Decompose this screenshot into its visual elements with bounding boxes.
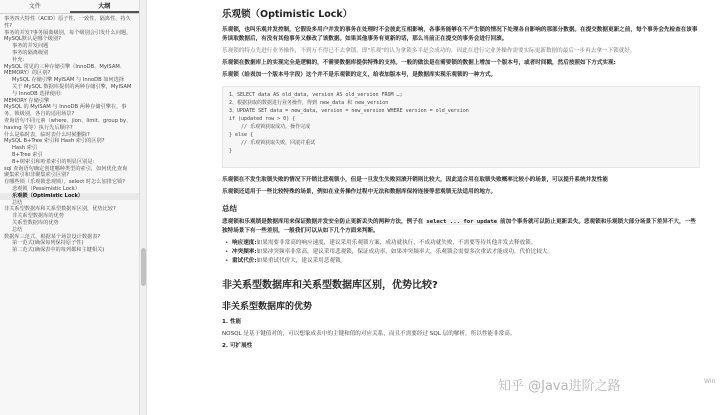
list-item — [232, 257, 700, 266]
outline-item-label: 事务四大特性（ACID）原子性、一致性、隔离性、持久性? — [4, 16, 131, 29]
outline-list — [0, 14, 139, 254]
bullet-text: 如果重试代价大，建议采用悲观锁。 — [256, 258, 347, 264]
scrollbar-thumb[interactable] — [141, 248, 146, 286]
outline-item-label: MySQL B+Tree 索引和 Hash 索引的区别? — [4, 138, 105, 145]
outline-item[interactable] — [0, 50, 139, 57]
list-item — [232, 248, 700, 257]
outline-item[interactable] — [0, 16, 139, 30]
outline-item[interactable] — [0, 220, 139, 227]
paragraph-overhead: 乐观锁在不发生取锁失败的情况下开销比悲观锁小，但是一旦发生失败回滚开销则比较大，因此适合用在取锁失败概率比较小的场景，可以提升系统并发性能 — [222, 177, 608, 183]
outline-item-label: 第一范式(确保每列保持原子性) — [12, 240, 84, 247]
outline-item-label: B+Tree 索引 — [12, 151, 43, 158]
heading-performance: 1. 性能 — [222, 319, 242, 325]
paragraph-definition: 乐观锁，也叫乐观并发控制，它假设多用户并发的事务在处理时不会彼此互相影响，各事务能够在不产生锁的情况下处理各自影响的那部分数据。在提交数据更新之前，每个事务会先检查在该事务读取数据后，有没有其他事务又修改了该数据。如果其他事务有更新的话，那么当前正在提交的事务会进行回滚。 — [222, 27, 698, 42]
outline-item[interactable] — [0, 30, 139, 44]
outline-item-label: 数据库三范式，根据某个场景设计数据表? — [4, 233, 101, 240]
outline-item-label: 事务的并发问题 — [12, 43, 49, 50]
tab-outline[interactable]: 大纲 — [70, 0, 140, 13]
outline-item[interactable] — [0, 213, 139, 220]
outline-item-label: 事务的隔离级别 — [12, 49, 49, 56]
paragraph-version-field: 乐观锁（给表加一个版本号字段）这个并不是乐观锁的定义，给表加版本号，是数据库实现乐观锁的一种方式。 — [222, 72, 497, 78]
heading-scalability: 2. 可扩展性 — [222, 343, 253, 349]
heading-nosql-vs-sql: 非关系型数据库和关系型数据库区别，优势比较? — [222, 280, 438, 291]
bullet-term: 冲突频率: — [232, 249, 257, 255]
outline-item[interactable] — [0, 104, 139, 118]
paragraph-special-cases: 乐观锁还适用于一些比较特殊的场景，例如在业务操作过程中无法和数据库保持连接等悲观锁无法适用的地方。 — [222, 189, 497, 195]
outline-item-label: MySQL 的 MyISAM 与 InnoDB 两种存储引擎在，事务、锁级别，各自的适用场景? — [4, 104, 127, 118]
outline-item-label: 非关系型数据库和关系型数据库区别，优势比较? — [4, 206, 116, 213]
outline-item-label: 关于 MySQL 数据库提供的两种存储引擎，MyISAM 与 InnoDB 选择使用: — [12, 83, 132, 97]
bullet-term: 响应速度: — [232, 240, 257, 246]
bullet-text: 如果冲突频率非常高，建议采用悲观锁，保证成功率，如果冲突频率大，乐观锁会需要多次重试才能成功，代价比较大。 — [256, 249, 554, 255]
outline-item[interactable] — [0, 43, 139, 50]
outline-item[interactable] — [0, 145, 139, 152]
outline-item[interactable] — [0, 84, 139, 98]
outline-item-label: 聚集索引和非聚集索引区别? — [4, 172, 70, 179]
sidebar-scrollbar[interactable] — [140, 0, 147, 415]
code-block: 1、SELECT data AS old_data, version AS old_version FROM …; 2、根据获取的数据进行业务操作，得到 new_data 和 new_version 3、UPDATE SET data = new_data, version = new_version WHERE version = old_version if (updated row > 0) { // 乐观锁获取成功，操作完成 } else { // 乐观锁获取失败，回滚并重试 } — [222, 86, 700, 168]
outline-item[interactable] — [0, 186, 139, 193]
outline-item[interactable] — [0, 152, 139, 159]
outline-item-label: 查询语句不同元素（where、jion、limit、group by、having 等等）执行先后顺序? — [4, 117, 132, 131]
outline-item-label: MySQL 存储引擎 MyISAM 与 InnoDB 如何选择 — [12, 77, 125, 84]
windows-activation-hint: Win — [704, 378, 716, 385]
outline-item[interactable] — [0, 77, 139, 84]
document-content — [222, 6, 700, 354]
outline-item-label: 非关系型数据库的优势 — [12, 213, 64, 220]
bullet-text: 如果需要非常高的响应速度，建议采用乐观锁方案，成功就执行，不成功就失败，不需要等待其他并发去释放锁。 — [256, 240, 537, 246]
heading-nosql-advantages: 非关系型数据库的优势 — [222, 302, 313, 312]
outline-item-label: MySQL 常见的三种存储引擎（InnoDB、MyISAM、MEMORY）的区别? — [4, 63, 126, 77]
zhihu-watermark: 知乎 @Java进阶之路 — [498, 379, 621, 394]
inline-code-for-update: select ... for update — [426, 219, 498, 225]
outline-item-label: MEMORY 存储引擎 — [4, 97, 50, 104]
paragraph-performance: NOSQL 是基于键值对的，可以想象成表中的主键和值的对应关系，而且不需要经过 SQL 层的解析，所以性能非常高。 — [222, 331, 516, 337]
outline-item-label: 有哪些锁（乐观锁悲观锁），select 时怎么加排它锁? — [4, 179, 125, 186]
section-title-optimistic-lock: 乐观锁（Optimistic Lock） — [222, 9, 353, 20]
sidebar-tabs — [0, 0, 139, 14]
outline-item[interactable] — [0, 118, 139, 132]
bullet-term: 重试代价: — [232, 258, 257, 264]
outline-item[interactable] — [0, 159, 139, 166]
tab-files[interactable]: 文件 — [28, 3, 41, 10]
outline-item-label: 关系型数据库的优势 — [12, 219, 59, 226]
outline-item[interactable] — [0, 227, 139, 234]
outline-item-label: 第二范式(确保表中的每列都和主键相关) — [12, 247, 105, 254]
outline-item-label: 悲观锁（Pessimistic Lock） — [12, 185, 80, 192]
outline-item[interactable] — [0, 57, 139, 64]
outline-item-label: 什么是临时表，临时表什么时候删除? — [4, 131, 90, 138]
paragraph-feature: 乐观锁的特点先进行业务操作，不到万不得已不去拿锁。即"乐观"的认为拿锁多半是会成功的，因此在进行完业务操作需要实际更新数据的最后一步再去拿一下锁就好。 — [222, 48, 636, 54]
outline-item-label: sql 查询语句确定创建哪种类型的索引，如何优化查询 — [4, 165, 128, 172]
outline-item-label: 补充: — [12, 56, 25, 63]
outline-item[interactable] — [0, 247, 139, 254]
outline-item-label: Hash 索引 — [12, 145, 38, 152]
outline-item[interactable] — [0, 64, 139, 78]
outline-item[interactable] — [0, 193, 139, 200]
summary-text-pre: 悲观锁和乐观锁是数据库用来保证数据并发安全防止更新丢失的两种方法，例子在 — [222, 219, 426, 225]
list-item — [232, 239, 700, 248]
paragraph-summary — [222, 218, 700, 236]
outline-item-label: B+树索引和哈希索引的明显区别是: — [12, 158, 95, 165]
summary-text-post: 前加个事务就可以防止更新丢失。悲观锁和乐观锁大部分场景下差异不大，一些独特场景下有一些差别，一般我们可以从如下几个方面来判断。 — [222, 219, 696, 234]
outline-item[interactable] — [0, 179, 139, 186]
summary-bullets — [222, 239, 700, 266]
outline-item-label: 总结 — [12, 199, 23, 206]
outline-item-label: 乐观锁（Optimistic Lock） — [12, 192, 84, 199]
heading-summary: 总结 — [222, 204, 237, 213]
outline-sidebar — [0, 0, 140, 415]
paragraph-implementation: 乐观锁在数据库上的实现完全是逻辑的，不需要数据库提供特殊的支持。一般的做法是在需要锁的数据上增加一个版本号，或者时间戳，然后按照如下方式实现: — [222, 60, 616, 66]
outline-item-label: 总结 — [12, 226, 23, 233]
outline-item-label: 事务的并发?事务隔离级别，每个级别会引发什么问题，MySQL默认是哪个级别? — [4, 29, 132, 43]
